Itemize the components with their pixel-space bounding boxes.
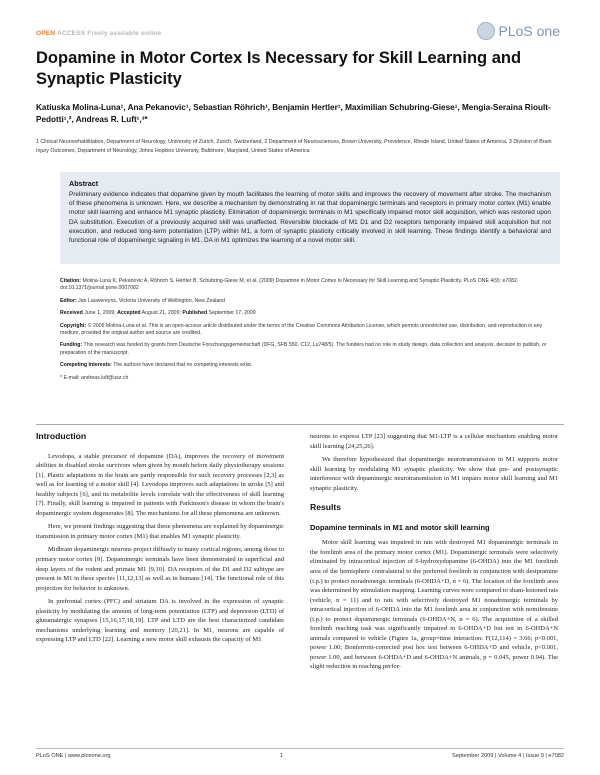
page-footer	[36, 748, 564, 759]
copyright: Copyright: © 2009 Molina-Luna et al. This is an open-access article distributed under the terms of the Creative Commons Attribution License, which permits unrestricted use, distribution, and reproduction in any medium, provided the original author and source are credited.	[60, 322, 543, 337]
access-label: ACCESS Freely available online	[57, 30, 162, 37]
open-access-badge	[36, 30, 161, 37]
citation: Citation: Molina-Luna K, Pekanovic A, Röhrich S, Hertler B, Schubring-Giese M, et al. (2009) Dopamine in Motor Cortex Is Necessary for Skill Learning and Synaptic Plasticity. PLoS ONE 4(9): e7082. doi:10.1371/journal.pone.0007082	[60, 278, 519, 292]
intro-paragraph: In prefrontal cortex (PFC) and striatum DA is involved in the expression of synaptic plasticity by modulating the amount of long-term potentiation (LTP) and depression (LTD) of glutamatergic synapses [15,16,17,18,19]. LTP and LTD are the best characterized candidate mechanisms underlying learning and memory [20,21]. In M1, neurons are capable of expressing LTP and LTD [22]. Learning a new motor skill exhausts the capacity of M1	[36, 598, 284, 644]
intro-heading: Introduction	[36, 431, 87, 441]
article-title: Dopamine in Motor Cortex Is Necessary for Skill Learning and Synaptic Plasticity	[36, 49, 522, 88]
left-column	[36, 432, 284, 649]
affiliations: 1 Clinical Neurorehabilitation, Department of Neurology, University of Zurich, Zurich, Switzerland, 2 Department of Neurosciences, Brown University, Providence, Rhode Island, United States of America, 3 Division of Brain Injury Outcomes, Department of Neurology, Johns Hopkins University, Baltimore, Maryland, United States of America	[36, 139, 552, 154]
page-number: 1	[279, 753, 283, 759]
abstract-heading: Abstract	[69, 179, 99, 188]
intro-paragraph: Levodopa, a stable precursor of dopamine (DA), improves the recovery of movement abilities in disabled stroke survivors when given by mouth before daily physiotherapy sessions [1]. Plastic adaptations in the brain are partly responsible for such recovery processes [2,3] as well as for learning of a motor skill [4]. Levodopa improves such adaptations in stroke [5] and healthy subjects [6], and its metabolite levels correlate with the effectiveness of skill learning [7]. Finally, skill learning is impaired in patients with Parkinson's disease in whom the brain's dopaminergic system degenerates [8]. The mechanisms for all these phenomena are unknown.	[36, 452, 284, 517]
abstract-text: Preliminary evidence indicates that dopamine given by mouth facilitates the learning of motor skills and improves the recovery of movement after stroke. The mechanism of these phenomena is unknown. Here, we describe a mechanism by demonstrating in rat that dopaminergic terminals and receptors in primary motor cortex (M1) enable motor skill learning and enhance M1 synaptic plasticity. Elimination of dopaminergic terminals in M1 specifically impaired motor skill acquisition, which was restored upon DA substitution. Execution of a previously acquired skill was unaffected. Reversible blockade of M1 D1 and D2 receptors temporarily impaired skill acquisition but not execution, and reduced long-term potentiation (LTP) within M1, a form of synaptic plasticity critically involved in skill learning. These findings identify a behavioral and functional role of dopaminergic signaling in M1. DA in M1 optimizes the learning of a novel motor skill.	[69, 191, 551, 245]
body-paragraph: Motor skill learning was impaired in rats with destroyed M1 dopaminergic terminals in the forelimb area of the primary motor cortex (M1). Dopaminergic terminals were selectively eliminated by intracortical injection of 6-hydroxydopamine (6-OHDA) into the M1 forelimb area of the hemisphere contralateral to the preferred forelimb in conjunction with desipramine (i.p.) to protect noradrenergic terminals (6-OHDA+D, n = 6). The location of the forelimb area was determined by stimulation mapping. Learning curves were compared to sham-lesioned rats (vehicle, n = 11) and to rats with selectively destroyed M1 noradrenergic terminals by intracortical injection of 6-OHDA into the M1 forelimb area in conjunction with nomifensine (i.p.) to protect dopaminergic terminals (6-OHDA+N, n = 6). The acquisition of a skilled forelimb reaching task was significantly impaired in 6-OHDA+D but not in 6-OHDA+N animals compared to vehicle (Figure 1a, group×time interaction: F(12,114) = 3.66; p<0.001, power 1.00; Bonferroni-corrected post hoc test between 6-OHDA+D and vehicle, p<0.001, power 1.00, and between 6-OHDA+D and 6-OHDA+N animals, p = 0.045, power 0.94). The slight reduction in reaching perfor-	[310, 539, 559, 671]
right-column	[310, 432, 558, 676]
author-list: Katiuska Molina-Luna¹, Ana Pekanovic¹, Sebastian Röhrich¹, Benjamin Hertler¹, Maximilian Schubring-Giese¹, Mengia-Seraina Rioult-Pedotti¹,², Andreas R. Luft¹,³*	[36, 103, 551, 124]
footer-issue: September 2009 | Volume 4 | Issue 9 | e7082	[452, 753, 564, 759]
funding: Funding: This research was funded by grants from Deutsche Forschungsgemeinschaft (DFG, SFB 550, C12, Lu748/5). The funders had no role in study design, data collection and analysis, decision to publish, or preparation of the manuscript.	[60, 342, 547, 356]
journal-logo-text: PLoS one	[498, 23, 560, 39]
results-subheading: Dopamine terminals in M1 and motor skill learning	[310, 522, 490, 532]
open-label: OPEN	[36, 30, 56, 37]
dates: Received June 1, 2009; Accepted August 21, 2009; Published September 17, 2009	[60, 310, 256, 317]
intro-paragraph: Midbrain dopaminergic neurons project diffusely to many cortical regions, among those to primary motor cortex [9]. Dopaminergic terminals have been demonstrated in superficial and deep layers of the rodent and primate M1 [9,10]. DA receptors of the D1 and D2 subtype are present in M1 in these species [11,12,13] as well as in humans [14]. The functional role of this projection for behavior is unknown.	[36, 546, 284, 592]
body-paragraph: neurons to express LTP [23] suggesting that M1-LTP is a cellular mechanism enabling motor skill learning [24,25,26].	[310, 433, 558, 450]
competing-interests: Competing Interests: The authors have declared that no competing interests exist.	[60, 362, 253, 369]
editor: Editor: Jan Lauwereyns, Victoria University of Wellington, New Zealand	[60, 297, 226, 304]
footer-journal: PLoS ONE | www.plosone.org	[36, 753, 111, 759]
abstract-box	[60, 172, 560, 264]
results-heading: Results	[310, 502, 342, 513]
intro-paragraph: Here, we present findings suggesting that these phenomena are explained by dopaminergic transmission in primary motor cortex (M1) that enables M1 synaptic plasticity.	[36, 523, 284, 540]
section-divider	[36, 424, 564, 425]
plos-logo-icon	[477, 22, 495, 40]
body-paragraph: We therefore hypothesized that dopaminergic neurotransmission in M1 supports motor skill learning by modulating M1 synaptic plasticity. We show that pre- and postsynaptic interference with dopaminergic neurotransmission in M1 impairs motor skill learning and M1 synaptic plasticity.	[310, 456, 558, 492]
article-metadata	[60, 278, 560, 387]
journal-logo	[477, 22, 561, 40]
email: * E-mail: andreas.luft@usz.ch	[60, 374, 129, 381]
